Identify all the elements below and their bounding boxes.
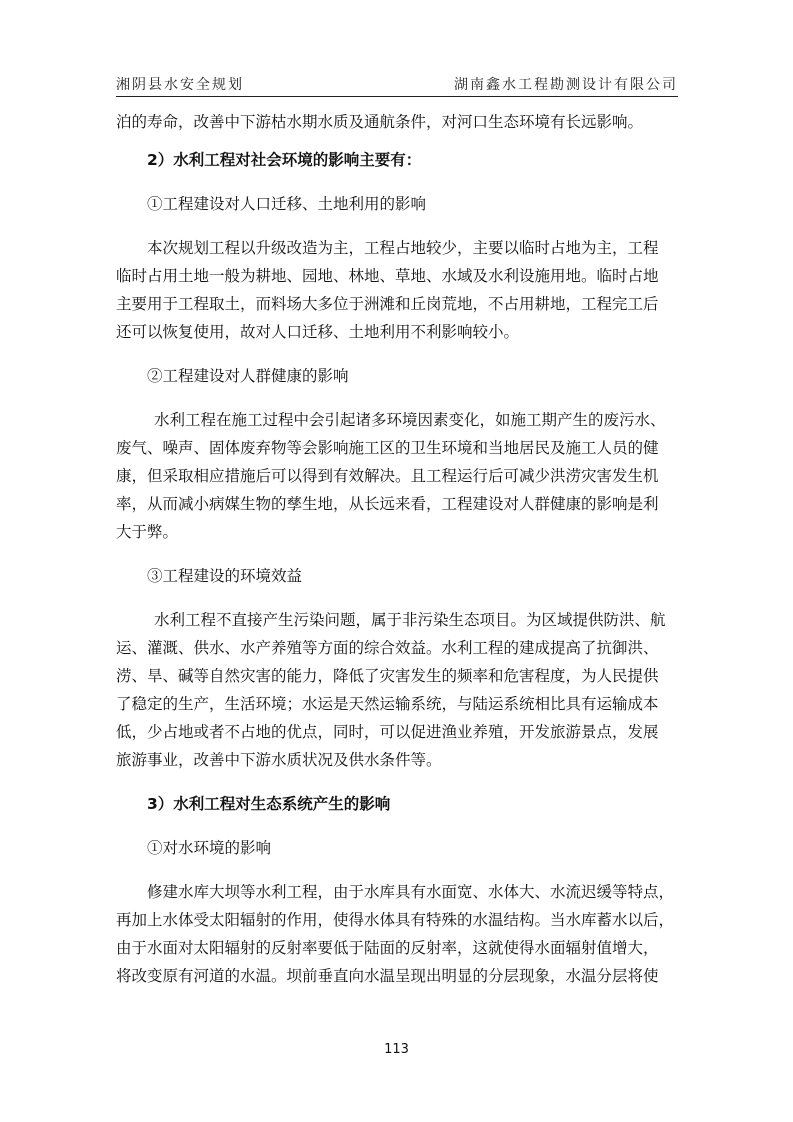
section-heading: 3）水利工程对生态系统产生的影响 — [147, 795, 391, 813]
subsection-heading: ①对水环境的影响 — [147, 839, 272, 857]
paragraph-line: 涝、旱、碱等自然灾害的能力，降低了灾害发生的频率和危害程度，为人民提供 — [116, 667, 659, 685]
paragraph-line: 由于水面对太阳辐射的反射率要低于陆面的反射率，这就使得水面辐射值增大， — [116, 939, 659, 957]
paragraph-line: 再加上水体受太阳辐射的作用，使得水体具有特殊的水温结构。当水库蓄水以后， — [116, 911, 675, 929]
header-divider — [116, 96, 678, 97]
subsection-heading: ③工程建设的环境效益 — [147, 567, 303, 585]
paragraph-line: 康，但采取相应措施后可以得到有效解决。且工程运行后可减少洪涝灾害发生机 — [116, 467, 659, 485]
paragraph-line: 临时占用土地一般为耕地、园地、林地、草地、水域及水利设施用地。临时占地 — [116, 267, 659, 285]
paragraph-line: 水利工程在施工过程中会引起诸多环境因素变化，如施工期产生的废污水、 — [154, 411, 666, 429]
paragraph-line: 运、灌溉、供水、水产养殖等方面的综合效益。水利工程的建成提高了抗御洪、 — [116, 639, 659, 657]
subsection-heading: ①工程建设对人口迁移、土地利用的影响 — [147, 195, 427, 213]
paragraph-line: 低，少占地或者不占地的优点，同时，可以促进渔业养殖，开发旅游景点，发展 — [116, 723, 659, 741]
subsection-heading: ②工程建设对人群健康的影响 — [147, 367, 349, 385]
paragraph-line: 修建水库大坝等水利工程，由于水库具有水面宽、水体大、水流迟缓等特点， — [147, 883, 675, 901]
paragraph-line: 还可以恢复使用，故对人口迁移、土地利用不利影响较小。 — [116, 323, 520, 341]
paragraph-line: 旅游事业，改善中下游水质状况及供水条件等。 — [116, 751, 442, 769]
paragraph-line: 水利工程不直接产生污染问题，属于非污染生态项目。为区域提供防洪、航 — [154, 611, 666, 629]
paragraph-line: 主要用于工程取土，而料场大多位于洲滩和丘岗荒地，不占用耕地，工程完工后 — [116, 295, 659, 313]
page-body — [116, 108, 678, 990]
header-company-name: 湖南鑫水工程勘测设计有限公司 — [454, 77, 678, 93]
page-header — [116, 74, 678, 94]
page-number: 113 — [384, 1042, 409, 1057]
paragraph-line: 将改变原有河道的水温。坝前垂直向水温呈现出明显的分层现象，水温分层将使 — [116, 967, 659, 985]
paragraph-line: 废气、噪声、固体废弃物等会影响施工区的卫生环境和当地居民及施工人员的健 — [116, 439, 659, 457]
header-document-title: 湘阴县水安全规划 — [116, 77, 244, 93]
paragraph-line: 大于弊。 — [116, 523, 179, 541]
section-heading: 2）水利工程对社会环境的影响主要有： — [147, 151, 422, 169]
paragraph-line: 率，从而减小病媒生物的孳生地，从长远来看，工程建设对人群健康的影响是利 — [116, 495, 659, 513]
body-line: 泊的寿命，改善中下游枯水期水质及通航条件，对河口生态环境有长远影响。 — [116, 113, 644, 131]
paragraph-line: 了稳定的生产，生活环境；水运是天然运输系统，与陆运系统相比具有运输成本 — [116, 695, 659, 713]
paragraph-line: 本次规划工程以升级改造为主，工程占地较少，主要以临时占地为主，工程 — [147, 239, 659, 257]
